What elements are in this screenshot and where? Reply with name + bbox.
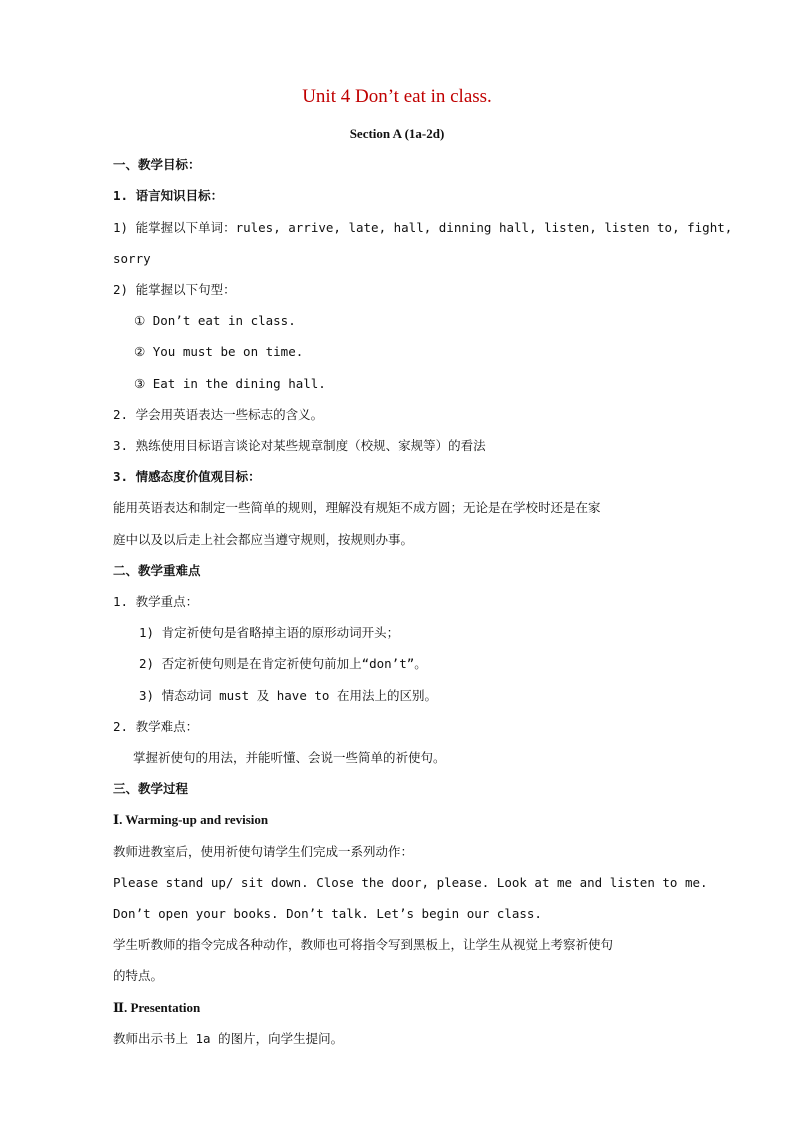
- step2-text: 教师出示书上 1a 的图片，向学生提问。: [113, 1031, 344, 1046]
- sentence-patterns-label: 2) 能掌握以下句型：: [113, 282, 236, 297]
- section-subtitle: Section A (1a-2d): [349, 126, 445, 141]
- heading-attitude-goals: 3. 情感态度价值观目标：: [113, 469, 261, 484]
- difficult-points-text: 掌握祈使句的用法，并能听懂、会说一些简单的祈使句。: [133, 750, 446, 765]
- attitude-text-line-1: 能用英语表达和制定一些简单的规则，理解没有规矩不成方圆；无论是在学校时还是在家: [113, 500, 601, 515]
- objective-rules-talk: 3. 熟练使用目标语言谈论对某些规章制度（校规、家规等）的看法: [113, 438, 486, 453]
- step1-intro: 教师进教室后，使用祈使句请学生们完成一系列动作：: [113, 844, 414, 859]
- step1-commands-1: Please stand up/ sit down. Close the door, please. Look at me and listen to me.: [113, 875, 708, 890]
- step1-note-2: 的特点。: [113, 968, 164, 983]
- attitude-text-line-2: 庭中以及以后走上社会都应当遵守规则，按规则办事。: [113, 532, 414, 547]
- vocab-line-2: sorry: [113, 251, 151, 266]
- heading-procedure: 三、教学过程: [113, 781, 189, 796]
- key-point-1: 1) 肯定祈使句是省略掉主语的原形动词开头；: [139, 625, 400, 640]
- heading-language-goals: 1. 语言知识目标：: [113, 188, 224, 203]
- step1-note-1: 学生听教师的指令完成各种动作，教师也可将指令写到黑板上，让学生从视觉上考察祈使句: [113, 937, 614, 952]
- sentence-item-2: ② You must be on time.: [134, 344, 304, 359]
- sentence-item-1: ① Don’t eat in class.: [134, 313, 296, 328]
- heading-key-difficult: 二、教学重难点: [113, 563, 201, 578]
- step1-heading: Ⅰ. Warming-up and revision: [113, 812, 269, 827]
- objective-signs: 2. 学会用英语表达一些标志的含义。: [113, 407, 324, 422]
- key-point-3: 3) 情态动词 must 及 have to 在用法上的区别。: [139, 688, 437, 703]
- page-title: Unit 4 Don’t eat in class.: [302, 86, 492, 107]
- heading-objectives: 一、教学目标：: [113, 157, 201, 172]
- key-point-2: 2) 否定祈使句则是在肯定祈使句前加上“don’t”。: [139, 656, 427, 671]
- sentence-item-3: ③ Eat in the dining hall.: [134, 376, 326, 391]
- step1-commands-2: Don’t open your books. Don’t talk. Let’s begin our class.: [113, 906, 542, 921]
- step2-heading: Ⅱ. Presentation: [113, 1000, 201, 1015]
- vocab-line-1: 1) 能掌握以下单词：rules, arrive, late, hall, dinning hall, listen, listen to, fight,: [113, 220, 733, 235]
- key-points-label: 1. 教学重点：: [113, 594, 199, 609]
- difficult-points-label: 2. 教学难点：: [113, 719, 199, 734]
